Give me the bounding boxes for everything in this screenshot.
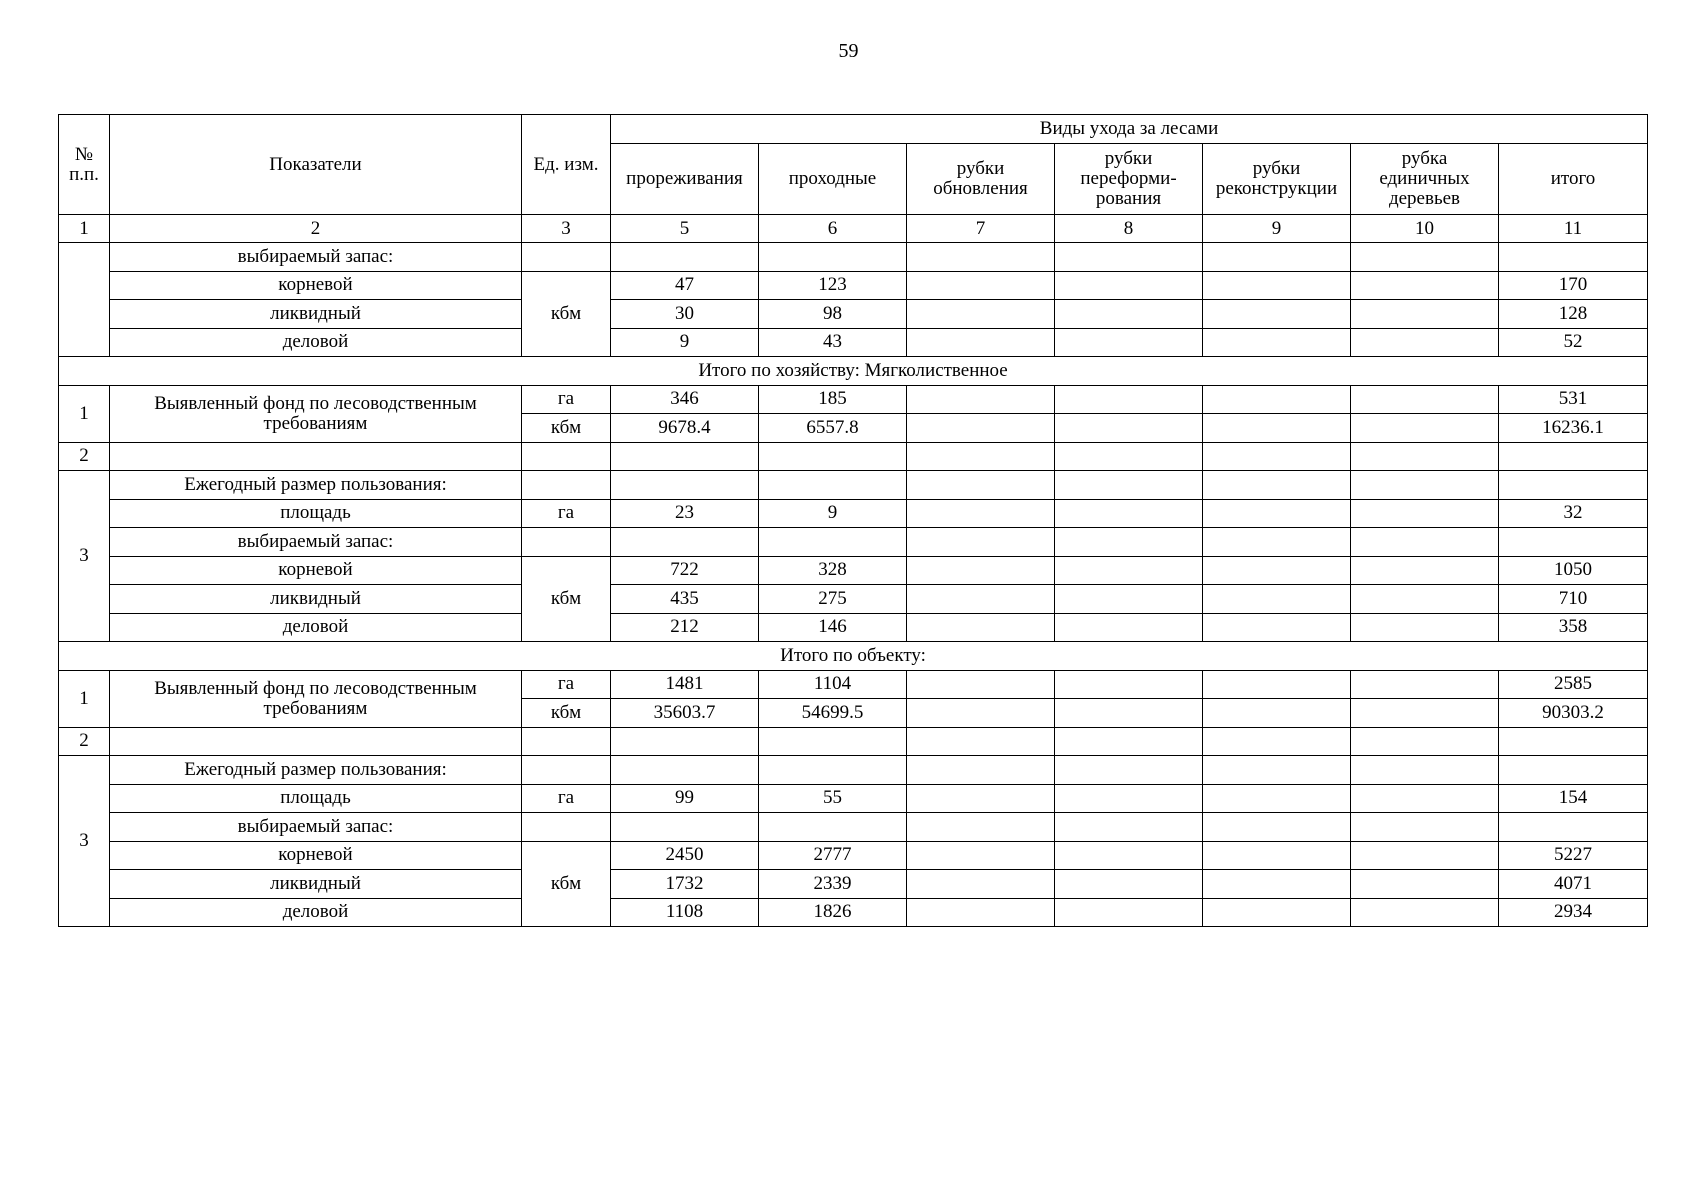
indicator-label: деловой — [110, 898, 522, 927]
indicator-label: ликвидный — [110, 585, 522, 614]
value-cell: 123 — [759, 271, 907, 300]
empty-cell — [907, 727, 1055, 756]
empty-cell — [1351, 727, 1499, 756]
value-cell — [1203, 385, 1351, 414]
empty-cell — [611, 727, 759, 756]
value-cell — [1055, 556, 1203, 585]
value-cell: 9678.4 — [611, 414, 759, 443]
table-row — [59, 898, 1648, 927]
value-cell — [1055, 699, 1203, 728]
value-cell — [907, 813, 1055, 842]
section-title-row — [59, 642, 1648, 671]
table-row — [59, 813, 1648, 842]
value-cell — [1203, 841, 1351, 870]
value-cell: 212 — [611, 613, 759, 642]
row-number-cell: 2 — [59, 727, 110, 756]
value-cell: 16236.1 — [1499, 414, 1648, 443]
column-number: 1 — [59, 215, 110, 243]
indicator-label: корневой — [110, 556, 522, 585]
value-cell — [1203, 813, 1351, 842]
value-cell — [1055, 471, 1203, 500]
value-cell — [907, 841, 1055, 870]
header-unit: Ед. изм. — [522, 115, 611, 215]
indicator-label: площадь — [110, 784, 522, 813]
column-number: 2 — [110, 215, 522, 243]
column-number: 5 — [611, 215, 759, 243]
value-cell: 185 — [759, 385, 907, 414]
value-cell — [907, 528, 1055, 557]
value-cell: 1104 — [759, 670, 907, 699]
table-row — [59, 471, 1648, 500]
column-number: 9 — [1203, 215, 1351, 243]
unit-cell: га — [522, 670, 611, 699]
indicator-label: Ежегодный размер пользования: — [110, 471, 522, 500]
value-cell: 43 — [759, 328, 907, 357]
value-cell: 2450 — [611, 841, 759, 870]
value-cell — [1203, 414, 1351, 443]
header-indicators: Показатели — [110, 115, 522, 215]
value-cell — [1203, 528, 1351, 557]
value-cell: 128 — [1499, 300, 1648, 329]
value-cell: 6557.8 — [759, 414, 907, 443]
value-cell — [1055, 300, 1203, 329]
unit-cell: кбм — [522, 841, 611, 927]
value-cell — [759, 243, 907, 272]
value-cell — [1351, 385, 1499, 414]
value-cell — [1351, 414, 1499, 443]
value-cell — [1351, 300, 1499, 329]
value-cell — [759, 471, 907, 500]
empty-cell — [522, 442, 611, 471]
value-cell: 358 — [1499, 613, 1648, 642]
value-cell — [1055, 585, 1203, 614]
value-cell — [907, 271, 1055, 300]
value-cell: 52 — [1499, 328, 1648, 357]
table-row — [59, 528, 1648, 557]
value-cell — [1203, 300, 1351, 329]
empty-cell — [1351, 442, 1499, 471]
value-cell: 5227 — [1499, 841, 1648, 870]
column-number: 6 — [759, 215, 907, 243]
value-cell — [1499, 243, 1648, 272]
value-cell — [1351, 585, 1499, 614]
value-cell: 9 — [611, 328, 759, 357]
value-cell: 170 — [1499, 271, 1648, 300]
table-row — [59, 243, 1648, 272]
value-cell — [1055, 243, 1203, 272]
value-cell — [611, 528, 759, 557]
value-cell — [907, 499, 1055, 528]
indicator-label: выбираемый запас: — [110, 243, 522, 272]
header-type-reformation: рубки переформи- рования — [1055, 144, 1203, 215]
value-cell — [1055, 813, 1203, 842]
value-cell — [1351, 613, 1499, 642]
empty-cell — [907, 442, 1055, 471]
table-row — [59, 841, 1648, 870]
value-cell: 531 — [1499, 385, 1648, 414]
value-cell — [1351, 898, 1499, 927]
value-cell — [1203, 499, 1351, 528]
value-cell — [1055, 271, 1203, 300]
value-cell — [907, 414, 1055, 443]
value-cell — [1351, 813, 1499, 842]
value-cell — [611, 243, 759, 272]
value-cell — [1203, 870, 1351, 899]
value-cell — [1203, 585, 1351, 614]
indicator-label: ликвидный — [110, 870, 522, 899]
table-row — [59, 756, 1648, 785]
value-cell: 346 — [611, 385, 759, 414]
table-row — [59, 300, 1648, 329]
value-cell: 55 — [759, 784, 907, 813]
table-row — [59, 670, 1648, 699]
value-cell — [907, 243, 1055, 272]
row-number-cell: 2 — [59, 442, 110, 471]
value-cell — [759, 813, 907, 842]
section-title: Итого по хозяйству: Мягколиственное — [59, 357, 1648, 386]
value-cell — [1203, 613, 1351, 642]
value-cell — [1203, 271, 1351, 300]
unit-cell — [522, 243, 611, 272]
value-cell — [907, 328, 1055, 357]
value-cell — [611, 471, 759, 500]
value-cell — [1351, 670, 1499, 699]
unit-cell: кбм — [522, 271, 611, 357]
header-group-title: Виды ухода за лесами — [611, 115, 1648, 144]
table-row — [59, 499, 1648, 528]
table-row — [59, 585, 1648, 614]
unit-cell: га — [522, 499, 611, 528]
value-cell — [1351, 471, 1499, 500]
value-cell — [907, 471, 1055, 500]
value-cell — [907, 898, 1055, 927]
empty-cell — [1203, 727, 1351, 756]
indicator-label: выбираемый запас: — [110, 813, 522, 842]
value-cell — [1203, 328, 1351, 357]
row-number-cell: 1 — [59, 670, 110, 727]
value-cell — [1351, 870, 1499, 899]
empty-cell — [759, 727, 907, 756]
value-cell — [611, 813, 759, 842]
empty-cell — [1499, 442, 1648, 471]
table-row — [59, 727, 1648, 756]
forest-care-table — [58, 114, 1648, 927]
value-cell — [907, 784, 1055, 813]
table-row — [59, 442, 1648, 471]
value-cell — [907, 670, 1055, 699]
row-number-cell: 3 — [59, 756, 110, 927]
value-cell — [1055, 784, 1203, 813]
value-cell: 154 — [1499, 784, 1648, 813]
indicator-label: корневой — [110, 271, 522, 300]
value-cell — [1351, 756, 1499, 785]
value-cell — [1203, 756, 1351, 785]
header-type-single-trees: рубка единичных деревьев — [1351, 144, 1499, 215]
value-cell — [1055, 756, 1203, 785]
column-number: 11 — [1499, 215, 1648, 243]
value-cell — [1499, 471, 1648, 500]
column-number: 3 — [522, 215, 611, 243]
row-number-cell: 3 — [59, 471, 110, 642]
value-cell — [1203, 898, 1351, 927]
header-type-thinning: прореживания — [611, 144, 759, 215]
header-type-total: итого — [1499, 144, 1648, 215]
value-cell — [1203, 243, 1351, 272]
value-cell — [907, 613, 1055, 642]
value-cell: 1732 — [611, 870, 759, 899]
value-cell — [1351, 271, 1499, 300]
value-cell: 275 — [759, 585, 907, 614]
value-cell — [1499, 528, 1648, 557]
value-cell — [1055, 328, 1203, 357]
value-cell — [1351, 699, 1499, 728]
empty-cell — [1203, 442, 1351, 471]
empty-cell — [759, 442, 907, 471]
indicator-label: Выявленный фонд по лесоводственным требованиям — [110, 385, 522, 442]
value-cell — [1203, 670, 1351, 699]
value-cell: 9 — [759, 499, 907, 528]
table-row — [59, 385, 1648, 414]
indicator-label: площадь — [110, 499, 522, 528]
value-cell — [759, 756, 907, 785]
empty-cell — [522, 727, 611, 756]
value-cell: 54699.5 — [759, 699, 907, 728]
value-cell — [907, 699, 1055, 728]
empty-cell — [1055, 727, 1203, 756]
value-cell — [1055, 499, 1203, 528]
indicator-label: выбираемый запас: — [110, 528, 522, 557]
value-cell — [1055, 385, 1203, 414]
value-cell: 2339 — [759, 870, 907, 899]
row-number-cell — [59, 243, 110, 357]
column-number: 7 — [907, 215, 1055, 243]
value-cell: 710 — [1499, 585, 1648, 614]
empty-cell — [611, 442, 759, 471]
empty-cell — [110, 727, 522, 756]
indicator-label: корневой — [110, 841, 522, 870]
header-num: № п.п. — [59, 115, 110, 215]
value-cell — [907, 756, 1055, 785]
value-cell: 4071 — [1499, 870, 1648, 899]
value-cell: 35603.7 — [611, 699, 759, 728]
value-cell — [611, 756, 759, 785]
value-cell: 30 — [611, 300, 759, 329]
value-cell: 722 — [611, 556, 759, 585]
row-number-cell: 1 — [59, 385, 110, 442]
unit-cell: кбм — [522, 414, 611, 443]
value-cell: 23 — [611, 499, 759, 528]
value-cell — [1351, 528, 1499, 557]
empty-cell — [1499, 727, 1648, 756]
value-cell — [759, 528, 907, 557]
value-cell — [1203, 784, 1351, 813]
unit-cell: га — [522, 784, 611, 813]
value-cell: 99 — [611, 784, 759, 813]
value-cell: 146 — [759, 613, 907, 642]
value-cell: 2934 — [1499, 898, 1648, 927]
page-number: 59 — [838, 40, 859, 62]
value-cell: 47 — [611, 271, 759, 300]
section-title-row — [59, 357, 1648, 386]
value-cell: 1050 — [1499, 556, 1648, 585]
header-type-passage: проходные — [759, 144, 907, 215]
indicator-label: Выявленный фонд по лесоводственным требованиям — [110, 670, 522, 727]
value-cell — [1499, 813, 1648, 842]
value-cell: 32 — [1499, 499, 1648, 528]
section-title: Итого по объекту: — [59, 642, 1648, 671]
unit-cell — [522, 528, 611, 557]
header-type-reconstruction: рубки реконструкции — [1203, 144, 1351, 215]
value-cell — [1055, 670, 1203, 699]
value-cell — [1351, 556, 1499, 585]
value-cell — [907, 385, 1055, 414]
indicator-label: деловой — [110, 613, 522, 642]
value-cell: 98 — [759, 300, 907, 329]
value-cell — [1055, 613, 1203, 642]
value-cell — [1055, 870, 1203, 899]
value-cell: 2777 — [759, 841, 907, 870]
value-cell — [907, 300, 1055, 329]
unit-cell — [522, 813, 611, 842]
value-cell: 1826 — [759, 898, 907, 927]
indicator-label: Ежегодный размер пользования: — [110, 756, 522, 785]
value-cell: 435 — [611, 585, 759, 614]
unit-cell — [522, 756, 611, 785]
value-cell — [1499, 756, 1648, 785]
table-row — [59, 271, 1648, 300]
header-type-renewal: рубки обновления — [907, 144, 1055, 215]
value-cell — [907, 870, 1055, 899]
table-row — [59, 328, 1648, 357]
column-numbers-row — [59, 215, 1648, 243]
value-cell — [1203, 556, 1351, 585]
table-row — [59, 784, 1648, 813]
value-cell — [1351, 243, 1499, 272]
column-number: 8 — [1055, 215, 1203, 243]
value-cell — [907, 585, 1055, 614]
value-cell — [1351, 499, 1499, 528]
value-cell — [1351, 784, 1499, 813]
value-cell — [1203, 471, 1351, 500]
unit-cell: га — [522, 385, 611, 414]
value-cell — [1055, 841, 1203, 870]
table-row — [59, 613, 1648, 642]
column-number: 10 — [1351, 215, 1499, 243]
empty-cell — [110, 442, 522, 471]
value-cell — [1055, 528, 1203, 557]
value-cell: 90303.2 — [1499, 699, 1648, 728]
table-body — [59, 115, 1648, 927]
value-cell — [1203, 699, 1351, 728]
indicator-label: ликвидный — [110, 300, 522, 329]
unit-cell — [522, 471, 611, 500]
unit-cell: кбм — [522, 556, 611, 642]
value-cell — [1055, 898, 1203, 927]
value-cell — [1055, 414, 1203, 443]
value-cell: 1108 — [611, 898, 759, 927]
unit-cell: кбм — [522, 699, 611, 728]
indicator-label: деловой — [110, 328, 522, 357]
header-row — [59, 115, 1648, 144]
empty-cell — [1055, 442, 1203, 471]
value-cell: 1481 — [611, 670, 759, 699]
table-row — [59, 556, 1648, 585]
value-cell: 2585 — [1499, 670, 1648, 699]
value-cell — [1351, 841, 1499, 870]
table-row — [59, 870, 1648, 899]
value-cell — [907, 556, 1055, 585]
value-cell: 328 — [759, 556, 907, 585]
value-cell — [1351, 328, 1499, 357]
